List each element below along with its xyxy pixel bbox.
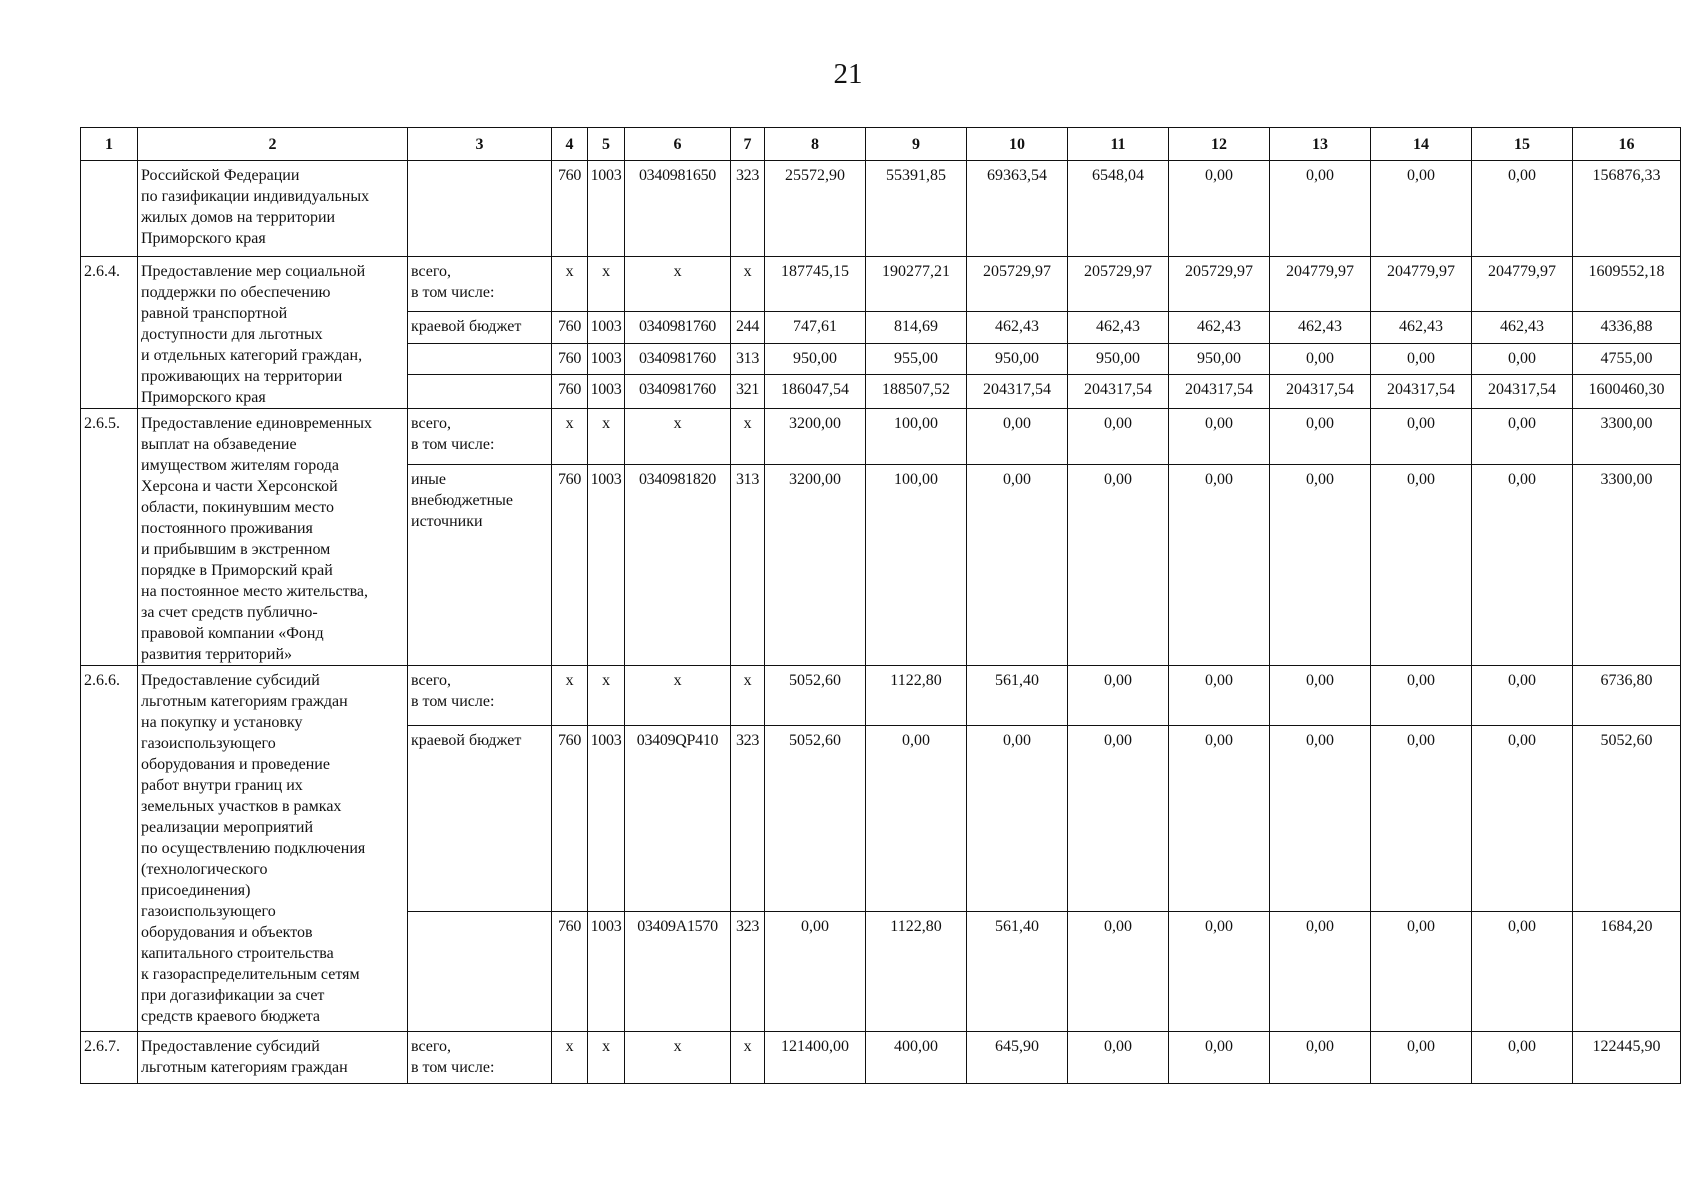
col-header-8: 8 (765, 128, 866, 161)
value-col-14: 204317,54 (1371, 375, 1472, 409)
value-col-12: 462,43 (1169, 312, 1270, 344)
code-col-6: 0340981650 (625, 161, 731, 257)
value-col-16: 122445,90 (1573, 1032, 1681, 1084)
code-col-6: 0340981760 (625, 375, 731, 409)
value-col-15: 0,00 (1472, 912, 1573, 1032)
col-header-6: 6 (625, 128, 731, 161)
col-header-11: 11 (1068, 128, 1169, 161)
value-col-15: 204779,97 (1472, 257, 1573, 312)
value-col-9: 188507,52 (866, 375, 967, 409)
funding-source (408, 343, 552, 375)
code-col-5: 1003 (588, 464, 625, 665)
code-col-7: 313 (731, 343, 765, 375)
value-col-15: 0,00 (1472, 726, 1573, 912)
code-col-7: x (731, 409, 765, 465)
code-col-7: 323 (731, 912, 765, 1032)
value-col-13: 204317,54 (1270, 375, 1371, 409)
value-col-9: 1122,80 (866, 666, 967, 726)
funding-source (408, 912, 552, 1032)
funding-source: иные внебюджетные источники (408, 464, 552, 665)
code-col-7: x (731, 257, 765, 312)
value-col-13: 0,00 (1270, 409, 1371, 465)
value-col-14: 0,00 (1371, 464, 1472, 665)
value-col-15: 0,00 (1472, 666, 1573, 726)
value-col-15: 0,00 (1472, 343, 1573, 375)
value-col-14: 204779,97 (1371, 257, 1472, 312)
value-col-11: 0,00 (1068, 912, 1169, 1032)
value-col-11: 950,00 (1068, 343, 1169, 375)
value-col-16: 3300,00 (1573, 464, 1681, 665)
funding-source: всего, в том числе: (408, 666, 552, 726)
code-col-5: 1003 (588, 912, 625, 1032)
code-col-4: x (552, 666, 588, 726)
value-col-10: 69363,54 (967, 161, 1068, 257)
value-col-12: 0,00 (1169, 409, 1270, 465)
code-col-5: x (588, 409, 625, 465)
value-col-14: 462,43 (1371, 312, 1472, 344)
value-col-8: 5052,60 (765, 726, 866, 912)
value-col-10: 462,43 (967, 312, 1068, 344)
value-col-9: 400,00 (866, 1032, 967, 1084)
funding-source (408, 375, 552, 409)
value-col-11: 0,00 (1068, 464, 1169, 665)
table-row (81, 257, 1681, 312)
value-col-12: 0,00 (1169, 666, 1270, 726)
value-col-13: 0,00 (1270, 726, 1371, 912)
code-col-7: 313 (731, 464, 765, 665)
code-col-6: x (625, 1032, 731, 1084)
item-description: Предоставление единовременных выплат на обзаведение имуществом жителям города Херсона и части Херсонской области, покинувшим место постоянного проживания и прибывшим в экстренном порядке в Приморский край на постоянное место жительства, за счет средств публично- правовой компании «Фонд развития территорий» (138, 409, 408, 666)
value-col-13: 0,00 (1270, 161, 1371, 257)
value-col-14: 0,00 (1371, 666, 1472, 726)
value-col-11: 0,00 (1068, 666, 1169, 726)
code-col-4: 760 (552, 726, 588, 912)
value-col-10: 0,00 (967, 464, 1068, 665)
funding-source: всего, в том числе: (408, 257, 552, 312)
value-col-15: 0,00 (1472, 1032, 1573, 1084)
code-col-7: 244 (731, 312, 765, 344)
budget-table (80, 127, 1681, 1084)
code-col-5: x (588, 1032, 625, 1084)
value-col-8: 950,00 (765, 343, 866, 375)
item-number: 2.6.5. (81, 409, 138, 666)
code-col-4: 760 (552, 343, 588, 375)
value-col-14: 0,00 (1371, 726, 1472, 912)
value-col-14: 0,00 (1371, 912, 1472, 1032)
value-col-10: 0,00 (967, 409, 1068, 465)
value-col-16: 1684,20 (1573, 912, 1681, 1032)
code-col-7: 323 (731, 161, 765, 257)
code-col-7: 323 (731, 726, 765, 912)
table-row (81, 1032, 1681, 1084)
item-description: Предоставление мер социальной поддержки по обеспечению равной транспортной доступности для льготных и отдельных категорий граждан, проживающих на территории Приморского края (138, 257, 408, 409)
value-col-8: 747,61 (765, 312, 866, 344)
value-col-9: 814,69 (866, 312, 967, 344)
value-col-13: 462,43 (1270, 312, 1371, 344)
col-header-15: 15 (1472, 128, 1573, 161)
code-col-5: x (588, 257, 625, 312)
value-col-11: 205729,97 (1068, 257, 1169, 312)
code-col-4: x (552, 1032, 588, 1084)
value-col-11: 204317,54 (1068, 375, 1169, 409)
value-col-13: 0,00 (1270, 343, 1371, 375)
value-col-13: 0,00 (1270, 464, 1371, 665)
code-col-4: x (552, 409, 588, 465)
code-col-4: 760 (552, 464, 588, 665)
code-col-6: x (625, 257, 731, 312)
table-row (81, 409, 1681, 465)
value-col-16: 4336,88 (1573, 312, 1681, 344)
value-col-12: 0,00 (1169, 912, 1270, 1032)
value-col-8: 5052,60 (765, 666, 866, 726)
code-col-4: 760 (552, 161, 588, 257)
value-col-14: 0,00 (1371, 161, 1472, 257)
code-col-6: 0340981760 (625, 343, 731, 375)
value-col-15: 0,00 (1472, 464, 1573, 665)
value-col-15: 0,00 (1472, 161, 1573, 257)
value-col-11: 6548,04 (1068, 161, 1169, 257)
funding-source: всего, в том числе: (408, 1032, 552, 1084)
code-col-5: 1003 (588, 161, 625, 257)
value-col-8: 121400,00 (765, 1032, 866, 1084)
value-col-13: 0,00 (1270, 912, 1371, 1032)
code-col-4: x (552, 257, 588, 312)
col-header-12: 12 (1169, 128, 1270, 161)
value-col-16: 3300,00 (1573, 409, 1681, 465)
value-col-14: 0,00 (1371, 343, 1472, 375)
funding-source: краевой бюджет (408, 312, 552, 344)
col-header-1: 1 (81, 128, 138, 161)
code-col-6: 03409A1570 (625, 912, 731, 1032)
value-col-9: 55391,85 (866, 161, 967, 257)
value-col-8: 0,00 (765, 912, 866, 1032)
code-col-4: 760 (552, 375, 588, 409)
value-col-11: 0,00 (1068, 1032, 1169, 1084)
code-col-6: 03409QP410 (625, 726, 731, 912)
funding-source: всего, в том числе: (408, 409, 552, 465)
code-col-4: 760 (552, 912, 588, 1032)
value-col-9: 955,00 (866, 343, 967, 375)
code-col-7: 321 (731, 375, 765, 409)
value-col-16: 156876,33 (1573, 161, 1681, 257)
table-row (81, 161, 1681, 257)
value-col-15: 0,00 (1472, 409, 1573, 465)
value-col-12: 0,00 (1169, 464, 1270, 665)
value-col-14: 0,00 (1371, 409, 1472, 465)
value-col-16: 1609552,18 (1573, 257, 1681, 312)
value-col-12: 0,00 (1169, 1032, 1270, 1084)
value-col-9: 0,00 (866, 726, 967, 912)
code-col-5: 1003 (588, 375, 625, 409)
value-col-10: 0,00 (967, 726, 1068, 912)
table-row (81, 666, 1681, 726)
value-col-15: 462,43 (1472, 312, 1573, 344)
col-header-2: 2 (138, 128, 408, 161)
value-col-12: 950,00 (1169, 343, 1270, 375)
value-col-8: 187745,15 (765, 257, 866, 312)
value-col-12: 204317,54 (1169, 375, 1270, 409)
value-col-13: 0,00 (1270, 1032, 1371, 1084)
value-col-12: 205729,97 (1169, 257, 1270, 312)
code-col-6: 0340981820 (625, 464, 731, 665)
value-col-9: 100,00 (866, 409, 967, 465)
item-description: Предоставление субсидий льготным категориям граждан (138, 1032, 408, 1084)
code-col-5: 1003 (588, 312, 625, 344)
value-col-8: 186047,54 (765, 375, 866, 409)
table-body (81, 161, 1681, 1084)
value-col-10: 561,40 (967, 912, 1068, 1032)
value-col-16: 5052,60 (1573, 726, 1681, 912)
item-number: 2.6.7. (81, 1032, 138, 1084)
col-header-5: 5 (588, 128, 625, 161)
funding-source: краевой бюджет (408, 726, 552, 912)
code-col-7: x (731, 666, 765, 726)
col-header-16: 16 (1573, 128, 1681, 161)
item-number (81, 161, 138, 257)
code-col-6: x (625, 409, 731, 465)
header-row (81, 128, 1681, 161)
value-col-10: 645,90 (967, 1032, 1068, 1084)
value-col-13: 204779,97 (1270, 257, 1371, 312)
code-col-7: x (731, 1032, 765, 1084)
item-number: 2.6.6. (81, 666, 138, 1032)
item-number: 2.6.4. (81, 257, 138, 409)
code-col-5: 1003 (588, 343, 625, 375)
value-col-11: 462,43 (1068, 312, 1169, 344)
value-col-11: 0,00 (1068, 726, 1169, 912)
value-col-13: 0,00 (1270, 666, 1371, 726)
code-col-5: 1003 (588, 726, 625, 912)
item-description: Российской Федерации по газификации индивидуальных жилых домов на территории Приморского края (138, 161, 408, 257)
value-col-15: 204317,54 (1472, 375, 1573, 409)
col-header-3: 3 (408, 128, 552, 161)
col-header-7: 7 (731, 128, 765, 161)
value-col-10: 950,00 (967, 343, 1068, 375)
value-col-9: 190277,21 (866, 257, 967, 312)
funding-source (408, 161, 552, 257)
code-col-6: 0340981760 (625, 312, 731, 344)
code-col-4: 760 (552, 312, 588, 344)
value-col-11: 0,00 (1068, 409, 1169, 465)
code-col-6: x (625, 666, 731, 726)
value-col-10: 204317,54 (967, 375, 1068, 409)
col-header-10: 10 (967, 128, 1068, 161)
value-col-10: 561,40 (967, 666, 1068, 726)
value-col-16: 1600460,30 (1573, 375, 1681, 409)
value-col-9: 1122,80 (866, 912, 967, 1032)
col-header-9: 9 (866, 128, 967, 161)
value-col-8: 25572,90 (765, 161, 866, 257)
col-header-14: 14 (1371, 128, 1472, 161)
col-header-13: 13 (1270, 128, 1371, 161)
value-col-12: 0,00 (1169, 726, 1270, 912)
value-col-16: 6736,80 (1573, 666, 1681, 726)
value-col-8: 3200,00 (765, 409, 866, 465)
value-col-16: 4755,00 (1573, 343, 1681, 375)
value-col-8: 3200,00 (765, 464, 866, 665)
value-col-14: 0,00 (1371, 1032, 1472, 1084)
code-col-5: x (588, 666, 625, 726)
value-col-12: 0,00 (1169, 161, 1270, 257)
col-header-4: 4 (552, 128, 588, 161)
value-col-10: 205729,97 (967, 257, 1068, 312)
page-number: 21 (833, 58, 863, 90)
value-col-9: 100,00 (866, 464, 967, 665)
item-description: Предоставление субсидий льготным категориям граждан на покупку и установку газоиспользующего оборудования и проведение работ внутри границ их земельных участков в рамках реализации мероприятий по осуществлению подключения (технологического присоединения) газоиспользующего оборудования и объектов капитального строительства к газораспределительным сетям при догазификации за счет средств краевого бюджета (138, 666, 408, 1032)
